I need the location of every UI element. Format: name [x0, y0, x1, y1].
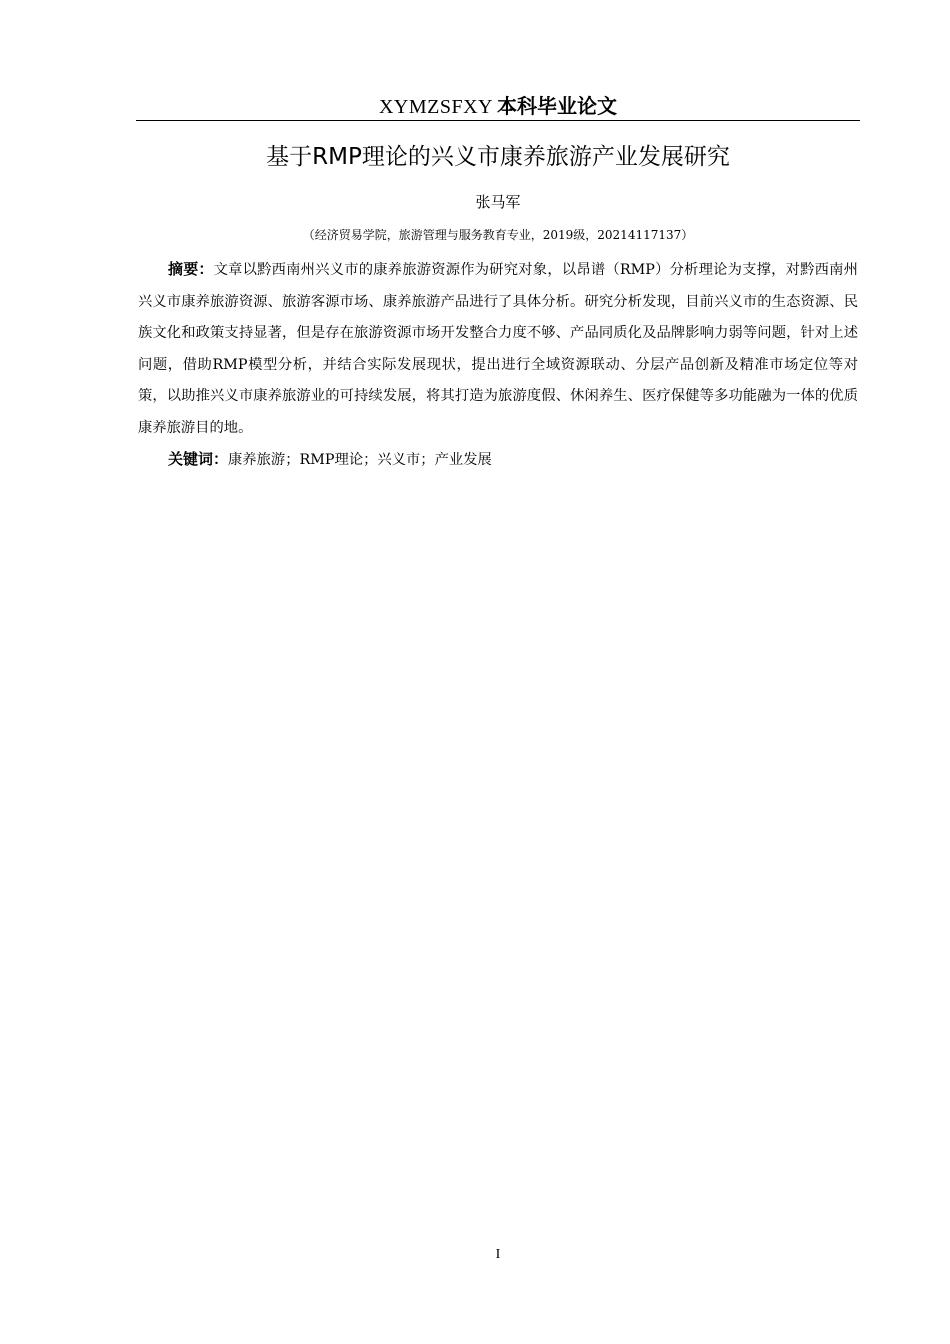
author-name: 张马军: [475, 193, 521, 211]
author-affiliation: （经济贸易学院，旅游管理与服务教育专业，2019级，20214117137）: [302, 228, 694, 242]
running-header: [136, 92, 860, 120]
paper-title: 基于RMP理论的兴义市康养旅游产业发展研究: [266, 144, 730, 170]
keywords-label: 关键词：: [168, 450, 229, 468]
header-rule: [136, 120, 860, 121]
abstract-text: 文章以黔西南州兴义市的康养旅游资源作为研究对象，以昂谱（RMP）分析理论为支撑，对黔西南州兴义市康养旅游资源、旅游客源市场、康养旅游产品进行了具体分析。研究分析发现，目前兴义市的生态资源、民族文化和政策支持显著，但是存在旅游资源市场开发整合力度不够、产品同质化及品牌影响力弱等问题，针对上述问题，借助RMP模型分析，并结合实际发展现状，提出进行全域资源联动、分层产品创新及精准市场定位等对策，以助推兴义市康养旅游业的可持续发展，将其打造为旅游度假、休闲养生、医疗保健等多功能融为一体的优质康养旅游目的地。: [138, 262, 858, 436]
abstract-paragraph: [138, 254, 858, 444]
keywords-text: 康养旅游；RMP理论；兴义市；产业发展: [228, 452, 492, 468]
header-document-type: 本科毕业论文: [497, 94, 618, 118]
header-school-code: XYMZSFXY: [378, 96, 494, 118]
keywords-line: [168, 444, 858, 476]
page-number: I: [495, 1247, 501, 1262]
abstract-label: 摘要：: [168, 260, 214, 278]
